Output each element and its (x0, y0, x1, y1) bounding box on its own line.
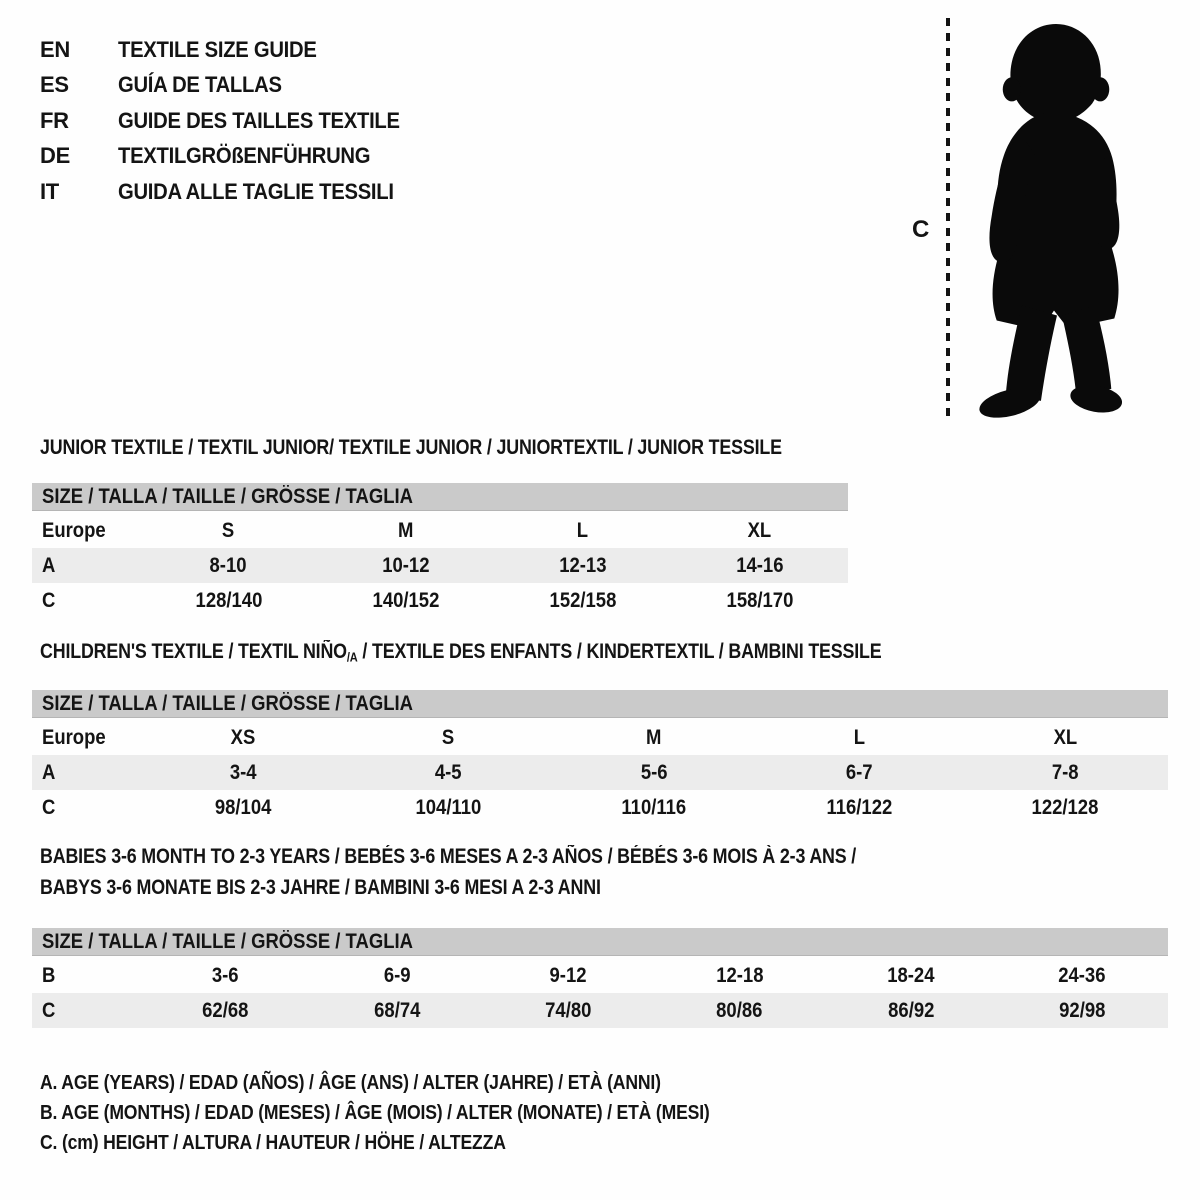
language-row-fr (40, 103, 424, 139)
size-header-label: SIZE / TALLA / TAILLE / GRÖSSE / TAGLIA (42, 484, 413, 508)
toddler-figure-block (900, 12, 1165, 424)
table-cell: 5-6 (640, 760, 668, 784)
table-cell: 152/158 (549, 588, 616, 612)
toddler-silhouette-icon (960, 14, 1148, 422)
size-header-label: SIZE / TALLA / TAILLE / GRÖSSE / TAGLIA (42, 929, 413, 953)
table-row-europe (32, 513, 848, 548)
table-cell: 158/170 (726, 588, 793, 612)
table-cell: 110/116 (621, 795, 687, 819)
table-row-age-years (32, 755, 1168, 790)
legend-block (40, 1068, 801, 1158)
language-row-es (40, 68, 424, 104)
babies-title-line2: BABYS 3-6 MONATE BIS 2-3 JAHRE / BAMBINI 3-6 MESI A 2-3 ANNI (40, 875, 601, 899)
table-cell: 7-8 (1051, 760, 1079, 784)
table-cell: 92/98 (1059, 998, 1106, 1022)
table-row-height-cm (32, 583, 848, 618)
table-cell: 80/86 (716, 998, 763, 1022)
language-code: EN (40, 36, 70, 62)
row-label: Europe (42, 518, 106, 542)
table-row-height-cm (32, 790, 1168, 825)
babies-section-title (40, 842, 1000, 903)
row-label: Europe (42, 725, 106, 749)
guide-title-fr: GUIDE DES TAILLES TEXTILE (118, 107, 400, 133)
table-row-europe (32, 720, 1168, 755)
size-header-bar (32, 690, 1168, 718)
table-row-age-months (32, 958, 1168, 993)
row-label: A (42, 553, 56, 577)
table-cell: 6-9 (383, 963, 411, 987)
row-label: C (42, 795, 56, 819)
language-row-de (40, 139, 424, 175)
measure-c-label: C (912, 216, 930, 243)
table-cell: S (222, 518, 235, 542)
table-cell: M (646, 725, 662, 749)
table-cell: 104/110 (415, 795, 482, 819)
table-cell: 18-24 (887, 963, 935, 987)
table-cell: 116/122 (826, 795, 893, 819)
table-cell: 128/140 (195, 588, 262, 612)
table-cell: 74/80 (545, 998, 592, 1022)
children-section-title: CHILDREN'S TEXTILE / TEXTIL NIÑO/A / TEXTILE DES ENFANTS / KINDERTEXTIL / BAMBINI TESSILE (40, 640, 882, 665)
nino-a-subscript: /A (346, 649, 358, 665)
table-cell: XS (230, 725, 256, 749)
language-row-it (40, 174, 424, 210)
language-title-block (40, 32, 424, 210)
table-cell: 140/152 (372, 588, 439, 612)
size-header-bar (32, 928, 1168, 956)
table-cell: XL (1053, 725, 1077, 749)
legend-line-a: A. AGE (YEARS) / EDAD (AÑOS) / ÂGE (ANS) / ALTER (JAHRE) / ETÀ (ANNI) (40, 1072, 661, 1094)
language-code: IT (40, 178, 59, 204)
size-header-label: SIZE / TALLA / TAILLE / GRÖSSE / TAGLIA (42, 691, 413, 715)
table-cell: 10-12 (381, 553, 430, 577)
table-cell: 68/74 (373, 998, 421, 1022)
table-cell: 12-13 (558, 553, 607, 577)
table-cell: 12-18 (716, 963, 764, 987)
table-cell: 3-4 (229, 760, 257, 784)
children-size-table (32, 690, 1168, 825)
table-cell: 86/92 (887, 998, 935, 1022)
guide-title-en: TEXTILE SIZE GUIDE (118, 36, 317, 62)
table-row-height-cm (32, 993, 1168, 1028)
table-row-age-years (32, 548, 848, 583)
table-cell: XL (747, 518, 772, 542)
legend-line-c: C. (cm) HEIGHT / ALTURA / HAUTEUR / HÖHE / ALTEZZA (40, 1132, 506, 1154)
language-code: ES (40, 72, 69, 98)
row-label: C (42, 588, 56, 612)
row-label: A (42, 760, 56, 784)
babies-size-table (32, 928, 1168, 1028)
table-cell: 98/104 (214, 795, 272, 819)
table-cell: 4-5 (435, 760, 462, 784)
row-label: B (42, 963, 56, 987)
guide-title-it: GUIDA ALLE TAGLIE TESSILI (118, 178, 394, 204)
language-code: FR (40, 107, 69, 133)
table-cell: 8-10 (210, 553, 247, 577)
language-row-en (40, 32, 424, 68)
table-cell: 3-6 (212, 963, 240, 987)
height-measure-dashed-line (946, 18, 950, 416)
table-cell: 9-12 (549, 963, 587, 987)
guide-title-de: TEXTILGRÖßENFÜHRUNG (118, 143, 371, 169)
junior-size-table (32, 483, 848, 618)
babies-title-line1: BABIES 3-6 MONTH TO 2-3 YEARS / BEBÉS 3-6 MESES A 2-3 AÑOS / BÉBÉS 3-6 MOIS À 2-3 ANS / (40, 845, 857, 868)
guide-title-es: GUÍA DE TALLAS (118, 72, 282, 98)
table-cell: 14-16 (735, 553, 784, 577)
size-header-bar (32, 483, 848, 511)
table-cell: 24-36 (1058, 963, 1106, 987)
table-cell: 122/128 (1031, 795, 1099, 819)
junior-section-title: JUNIOR TEXTILE / TEXTIL JUNIOR/ TEXTILE JUNIOR / JUNIORTEXTIL / JUNIOR TESSILE (40, 436, 782, 459)
language-code: DE (40, 143, 70, 169)
row-label: C (42, 998, 56, 1022)
table-cell: 6-7 (846, 760, 873, 784)
legend-line-b: B. AGE (MONTHS) / EDAD (MESES) / ÂGE (MOIS) / ALTER (MONATE) / ETÀ (MESI) (40, 1102, 710, 1124)
table-cell: S (442, 725, 455, 749)
table-cell: L (853, 725, 866, 749)
table-cell: 62/68 (202, 998, 249, 1022)
table-cell: M (397, 518, 414, 542)
table-cell: L (576, 518, 589, 542)
